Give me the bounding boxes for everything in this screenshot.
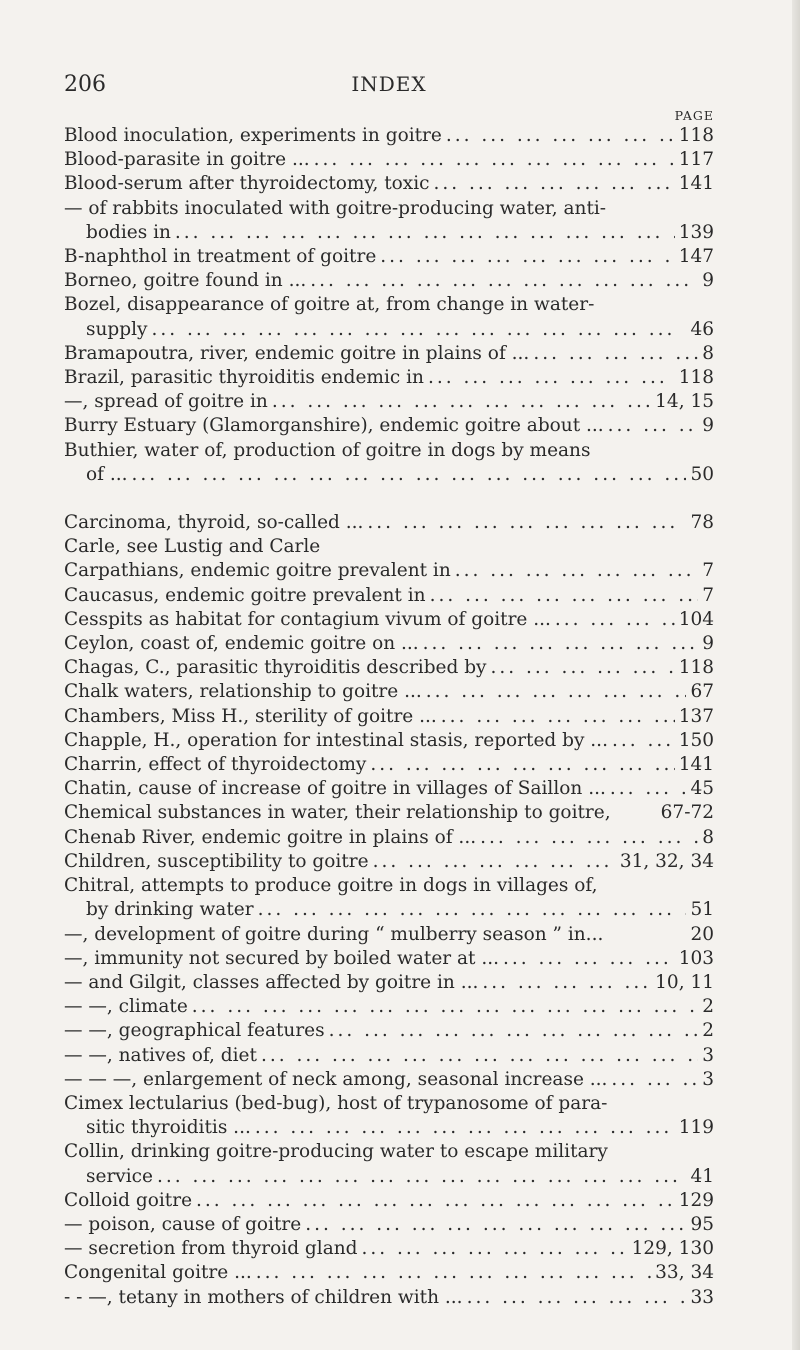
dot-leader xyxy=(196,1189,675,1213)
entry-page: 78 xyxy=(690,512,714,534)
dot-leader xyxy=(256,1261,651,1285)
entry-text: by drinking water xyxy=(86,899,254,921)
index-entry xyxy=(64,971,714,995)
index-entry xyxy=(64,753,714,777)
entry-page: 141 xyxy=(678,754,714,776)
dot-leader xyxy=(480,826,698,850)
entry-page: 3 xyxy=(702,1068,714,1090)
entry-page: 103 xyxy=(678,947,714,969)
index-entry xyxy=(64,148,714,172)
entry-page: 31, 32, 34 xyxy=(619,850,714,872)
entry-text: — — —, enlargement of neck among, seasonal increase ... xyxy=(64,1068,608,1090)
dot-leader xyxy=(192,995,698,1019)
index-entry xyxy=(64,995,714,1019)
dot-leader xyxy=(157,1165,686,1189)
dot-leader xyxy=(329,1019,699,1043)
page-number: 206 xyxy=(64,72,106,97)
dot-leader xyxy=(428,366,675,390)
entry-page: 10, 11 xyxy=(655,971,714,993)
index-entry xyxy=(64,850,714,874)
running-title: INDEX xyxy=(351,72,427,96)
dot-leader xyxy=(610,777,687,801)
entry-page: 8 xyxy=(702,826,714,848)
entry-text: —, development of goitre during “ mulberry season ” in... xyxy=(64,923,604,945)
entry-text: Cimex lectularius (bed-bug), host of trypanosome of para- xyxy=(64,1092,608,1114)
index-entry xyxy=(64,197,714,245)
entry-text: Chatin, cause of increase of goitre in villages of Saillon ... xyxy=(64,778,606,800)
index-entry xyxy=(64,947,714,971)
dot-leader xyxy=(446,124,675,148)
page-edge xyxy=(792,0,800,1350)
entry-text: Brazil, parasitic thyroiditis endemic in xyxy=(64,367,424,389)
entry-text: Carpathians, endemic goitre prevalent in xyxy=(64,560,451,582)
entry-text: Carle, see Lustig and Carle xyxy=(64,536,321,558)
dot-leader xyxy=(370,753,674,777)
index-entry xyxy=(64,874,714,922)
entry-page: 129 xyxy=(678,1189,714,1211)
index-entry xyxy=(64,124,714,148)
index-entry xyxy=(64,390,714,414)
dot-leader xyxy=(175,221,675,245)
entry-page: 9 xyxy=(702,415,714,437)
dot-leader xyxy=(611,1068,698,1092)
dot-leader xyxy=(310,269,698,293)
entry-page: 51 xyxy=(690,899,714,921)
entry-text: Ceylon, coast of, endemic goitre on ... xyxy=(64,633,419,655)
index-entry xyxy=(64,729,714,753)
entry-page: 20 xyxy=(690,923,714,945)
entry-text: Carcinoma, thyroid, so-called ... xyxy=(64,512,364,534)
dot-leader xyxy=(426,680,687,704)
entry-page: 2 xyxy=(702,1020,714,1042)
entry-page: 117 xyxy=(678,149,714,171)
entry-text: Borneo, goitre found in ... xyxy=(64,270,307,292)
entry-text: Chenab River, endemic goitre in plains of ... xyxy=(64,826,477,848)
entry-page: 33 xyxy=(690,1286,714,1308)
index-entry xyxy=(64,1189,714,1213)
entry-page: 14, 15 xyxy=(655,391,714,413)
entry-text: service xyxy=(86,1165,153,1187)
entry-page: 33, 34 xyxy=(655,1262,714,1284)
dot-leader xyxy=(430,584,699,608)
entry-page: 119 xyxy=(678,1117,714,1139)
entry-text: Bozel, disappearance of goitre at, from change in water- xyxy=(64,294,595,316)
index-entry xyxy=(64,584,714,608)
index-entry xyxy=(64,293,714,341)
page-column-label: PAGE xyxy=(674,108,714,123)
entry-text: Chambers, Miss H., sterility of goitre ... xyxy=(64,705,437,727)
index-entry xyxy=(64,1044,714,1068)
entry-page: 104 xyxy=(678,608,714,630)
entry-page: 41 xyxy=(690,1165,714,1187)
index-entries xyxy=(64,124,714,1310)
entry-page: 3 xyxy=(702,1044,714,1066)
dot-leader xyxy=(261,1044,698,1068)
dot-leader xyxy=(423,632,699,656)
entry-text: Chagas, C., parasitic thyroiditis described by xyxy=(64,657,487,679)
entry-text: Burry Estuary (Glamorganshire), endemic goitre about ... xyxy=(64,415,604,437)
index-entry xyxy=(64,608,714,632)
entry-text: Blood inoculation, experiments in goitre xyxy=(64,125,442,146)
entry-page: 139 xyxy=(678,221,714,243)
entry-text: —, spread of goitre in xyxy=(64,391,268,413)
entry-page: 150 xyxy=(678,729,714,751)
entry-text: Colloid goitre xyxy=(64,1189,193,1211)
dot-leader xyxy=(612,729,675,753)
entry-text: B-naphthol in treatment of goitre xyxy=(64,246,377,268)
index-entry xyxy=(64,559,714,583)
entry-text: —, immunity not secured by boiled water at ... xyxy=(64,947,499,969)
entry-page: 7 xyxy=(702,584,714,606)
entry-text: Children, susceptibility to goitre xyxy=(64,850,369,872)
index-entry xyxy=(64,342,714,366)
index-entry xyxy=(64,366,714,390)
index-entry xyxy=(64,801,714,825)
entry-page: 9 xyxy=(702,270,714,292)
entry-page: 50 xyxy=(690,463,714,485)
index-entry xyxy=(64,632,714,656)
dot-leader xyxy=(533,342,698,366)
entry-page: 118 xyxy=(678,657,714,679)
dot-leader xyxy=(555,608,675,632)
entry-text: Buthier, water of, production of goitre in dogs by means xyxy=(64,439,591,461)
entry-text: bodies in xyxy=(86,221,171,243)
dot-leader xyxy=(455,559,698,583)
entry-text: sitic thyroiditis ... xyxy=(86,1117,251,1139)
index-entry xyxy=(64,777,714,801)
entry-text: — and Gilgit, classes affected by goitre in ... xyxy=(64,971,479,993)
entry-page: 118 xyxy=(678,125,714,146)
entry-text: Congenital goitre ... xyxy=(64,1262,252,1284)
section-gap xyxy=(64,487,714,511)
index-entry xyxy=(64,826,714,850)
entry-text: — —, climate xyxy=(64,996,188,1018)
entry-text: Chemical substances in water, their relationship to goitre, xyxy=(64,802,611,824)
dot-leader xyxy=(491,656,675,680)
index-entry xyxy=(64,269,714,293)
index-entry xyxy=(64,1237,714,1261)
index-entry xyxy=(64,535,714,559)
index-entry xyxy=(64,245,714,269)
entry-text: supply xyxy=(86,318,148,340)
dot-leader xyxy=(482,971,651,995)
dot-leader xyxy=(255,1116,675,1140)
entry-page: 137 xyxy=(678,705,714,727)
index-entry xyxy=(64,1019,714,1043)
index-entry xyxy=(64,923,714,947)
dot-leader xyxy=(441,705,675,729)
entry-page: 129, 130 xyxy=(631,1238,714,1260)
entry-page: 141 xyxy=(678,173,714,195)
entry-page: 9 xyxy=(702,633,714,655)
entry-text: Charrin, effect of thyroidectomy xyxy=(64,754,367,776)
index-entry xyxy=(64,1092,714,1140)
index-entry xyxy=(64,1261,714,1285)
entry-text: of ... xyxy=(86,463,128,485)
entry-page: 45 xyxy=(690,778,714,800)
entry-page: 67-72 xyxy=(660,802,714,824)
dot-leader xyxy=(151,318,686,342)
index-entry xyxy=(64,1140,714,1188)
entry-text: — poison, cause of goitre xyxy=(64,1213,302,1235)
dot-leader xyxy=(272,390,651,414)
entry-text: Bramapoutra, river, endemic goitre in plains of ... xyxy=(64,342,530,364)
page-header xyxy=(64,72,714,102)
index-entry xyxy=(64,172,714,196)
index-entry xyxy=(64,1213,714,1237)
index-entry xyxy=(64,680,714,704)
entry-text: Collin, drinking goitre-producing water to escape military xyxy=(64,1141,608,1163)
dot-leader xyxy=(314,148,675,172)
entry-text: — secretion from thyroid gland xyxy=(64,1238,358,1260)
entry-text: — —, geographical features xyxy=(64,1020,325,1042)
entry-text: Blood-serum after thyroidectomy, toxic xyxy=(64,173,430,195)
dot-leader xyxy=(467,1286,687,1310)
entry-text: — —, natives of, diet xyxy=(64,1044,257,1066)
entry-text: Chitral, attempts to produce goitre in dogs in villages of, xyxy=(64,875,598,897)
index-entry xyxy=(64,705,714,729)
entry-text: Chalk waters, relationship to goitre ... xyxy=(64,681,422,703)
entry-page: 7 xyxy=(702,560,714,582)
index-entry xyxy=(64,414,714,438)
dot-leader xyxy=(367,511,686,535)
dot-leader xyxy=(258,898,687,922)
dot-leader xyxy=(503,947,675,971)
index-entry xyxy=(64,1068,714,1092)
entry-page: 67 xyxy=(690,681,714,703)
dot-leader xyxy=(132,463,687,487)
entry-page: 95 xyxy=(690,1213,714,1235)
dot-leader xyxy=(305,1213,686,1237)
entry-text: Blood-parasite in goitre ... xyxy=(64,149,310,171)
index-entry xyxy=(64,1286,714,1310)
entry-page: 8 xyxy=(702,342,714,364)
entry-page: 147 xyxy=(678,246,714,268)
dot-leader xyxy=(608,414,699,438)
dot-leader xyxy=(434,172,675,196)
entry-text: Cesspits as habitat for contagium vivum of goitre ... xyxy=(64,608,551,630)
entry-text: Chapple, H., operation for intestinal stasis, reported by ... xyxy=(64,729,608,751)
index-entry xyxy=(64,511,714,535)
index-entry xyxy=(64,439,714,487)
entry-text: - - —, tetany in mothers of children with ... xyxy=(64,1286,463,1308)
dot-leader xyxy=(380,245,674,269)
entry-text: — of rabbits inoculated with goitre-producing water, anti- xyxy=(64,197,607,219)
index-entry xyxy=(64,656,714,680)
entry-page: 2 xyxy=(702,996,714,1018)
entry-page: 118 xyxy=(678,367,714,389)
entry-text: Caucasus, endemic goitre prevalent in xyxy=(64,584,426,606)
entry-page: 46 xyxy=(690,318,714,340)
dot-leader xyxy=(373,850,616,874)
dot-leader xyxy=(361,1237,627,1261)
